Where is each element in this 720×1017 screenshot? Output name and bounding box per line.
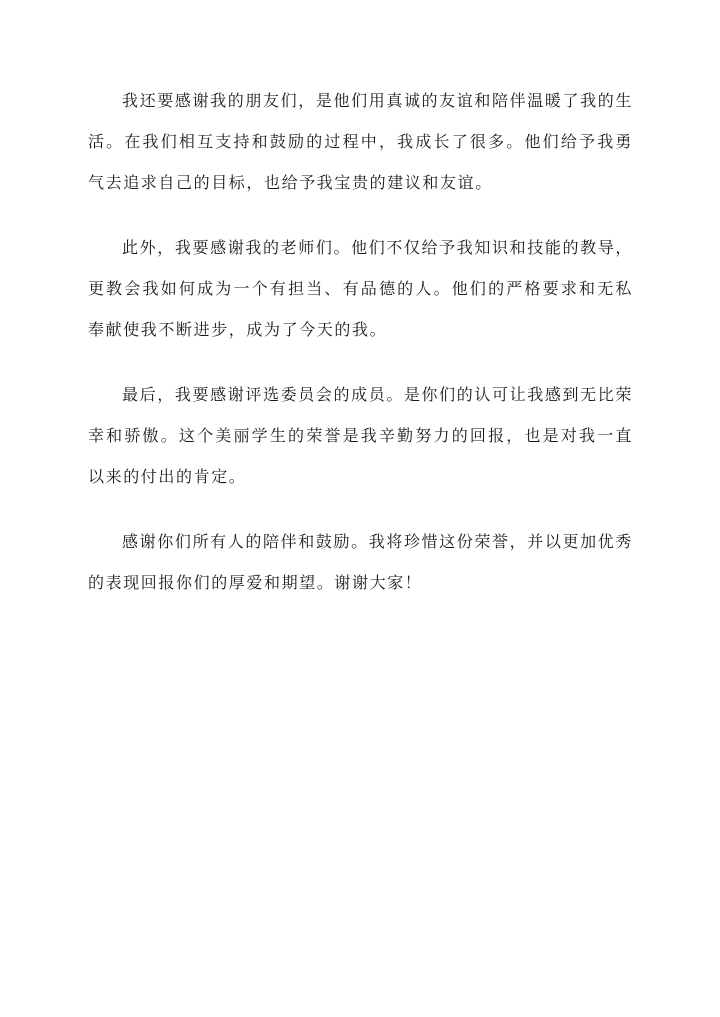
paragraph-thanks-committee: 最后，我要感谢评选委员会的成员。是你们的认可让我感到无比荣幸和骄傲。这个美丽学生的荣誉是我辛勤努力的回报，也是对我一直以来的付出的肯定。 [88,385,633,486]
paragraph-closing: 感谢你们所有人的陪伴和鼓励。我将珍惜这份荣誉，并以更加优秀的表现回报你们的厚爱和期望。谢谢大家！ [88,532,633,592]
paragraph-thanks-teachers: 此外，我要感谢我的老师们。他们不仅给予我知识和技能的教导，更教会我如何成为一个有担当、有品德的人。他们的严格要求和无私奉献使我不断进步，成为了今天的我。 [88,238,633,339]
document-body [88,80,633,627]
paragraph-thanks-friends: 我还要感谢我的朋友们，是他们用真诚的友谊和陪伴温暖了我的生活。在我们相互支持和鼓励的过程中，我成长了很多。他们给予我勇气去追求自己的目标，也给予我宝贵的建议和友谊。 [88,91,633,192]
